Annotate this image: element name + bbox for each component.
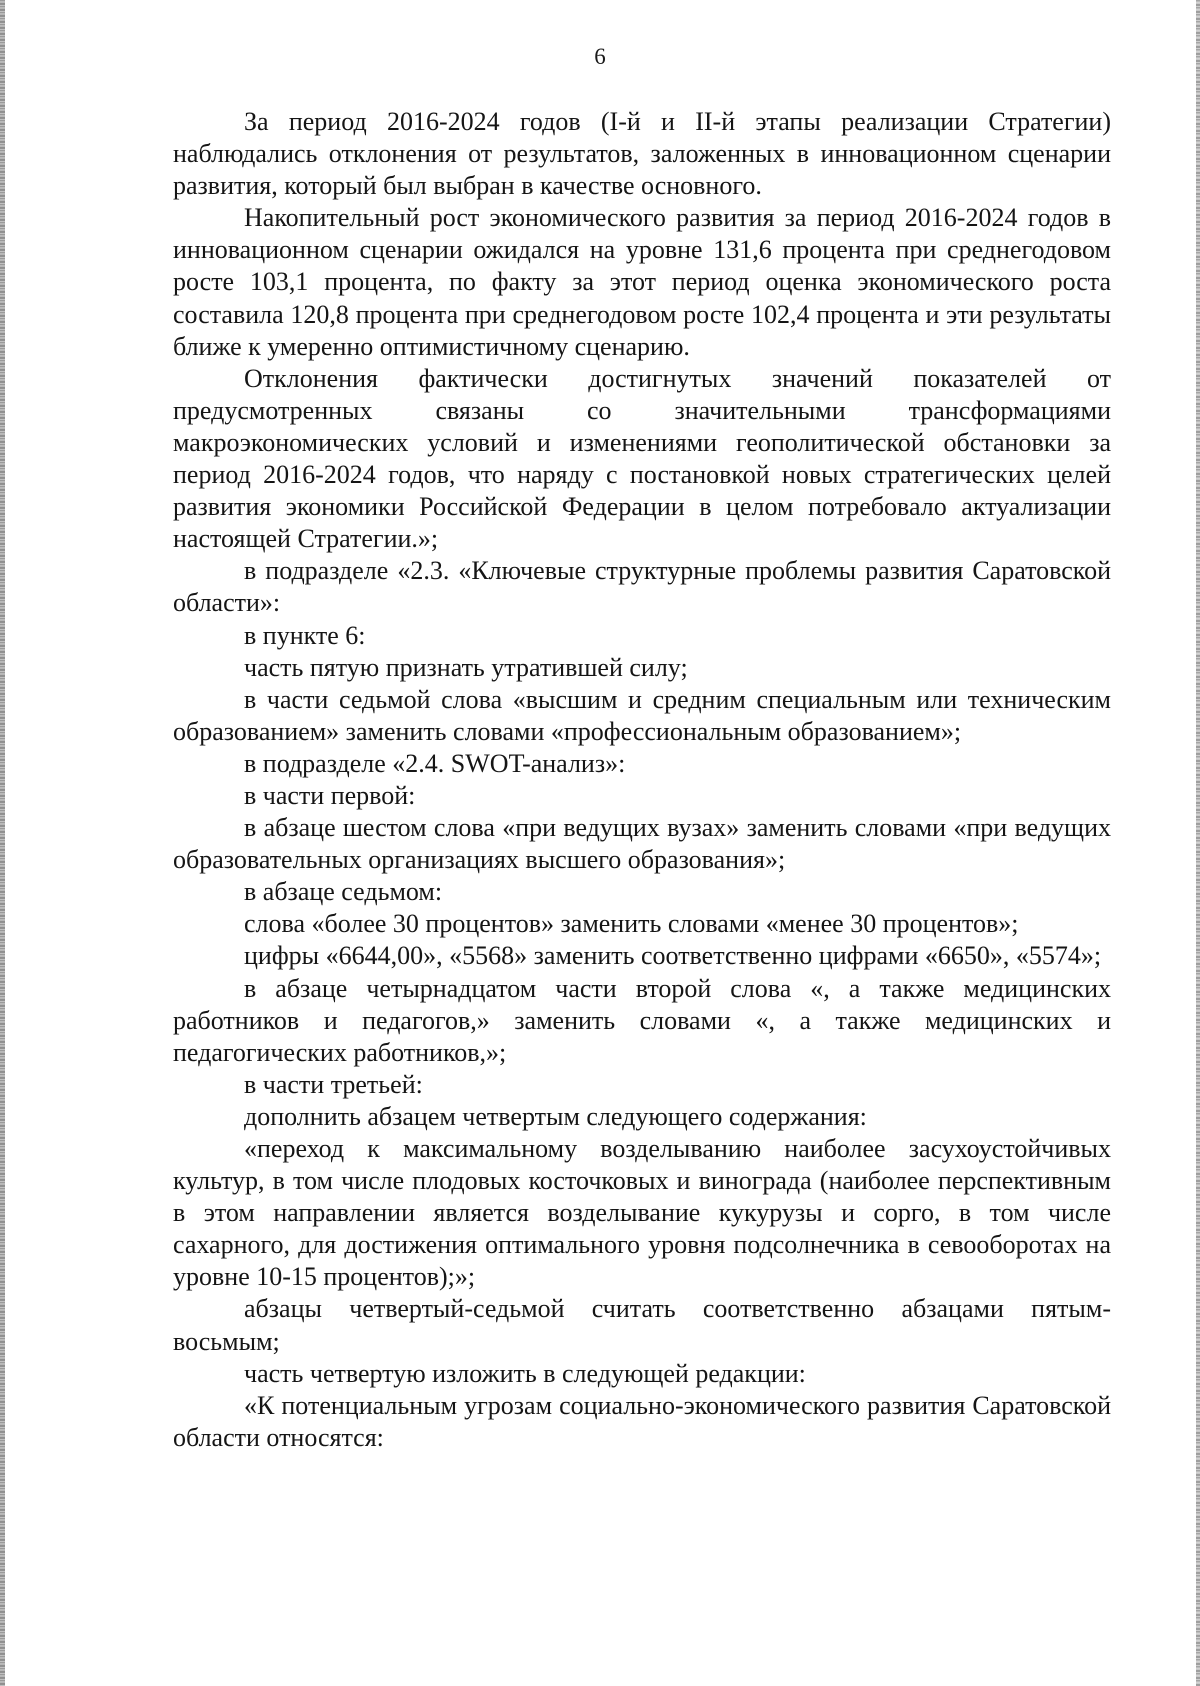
paragraph: часть пятую признать утратившей силу;: [244, 652, 688, 682]
paragraph: дополнить абзацем четвертым следующего содержания:: [244, 1101, 867, 1131]
scan-edge-right: [1196, 0, 1200, 1686]
paragraph: «К потенциальным угрозам социально-экономического развития Саратовской области относятся:: [173, 1390, 1111, 1452]
paragraph: абзацы четвертый-седьмой считать соответственно абзацами пятым-восьмым;: [173, 1294, 1111, 1356]
paragraph: в части первой:: [244, 780, 416, 810]
paragraph: в части седьмой слова «высшим и средним специальным или техническим образованием» заменить словами «профессиональным образованием»;: [173, 684, 1111, 746]
paragraph: Отклонения фактически достигнутых значений показателей от предусмотренных связаны со значительными трансформациями макроэкономических условий и изменениями геополитической обстановки за период 2016-2024 годов, что наряду с постановкой новых стратегических целей развития экономики Российской Федерации в целом потребовало актуализации настоящей Стратегии.»;: [173, 363, 1111, 554]
paragraph: в абзаце четырнадцатом части второй слова «, а также медицинских работников и педагогов,» заменить словами «, а также медицинских и педагогических работников,»;: [173, 973, 1111, 1067]
page-number: 6: [594, 44, 606, 69]
paragraph: слова «более 30 процентов» заменить словами «менее 30 процентов»;: [244, 909, 1019, 939]
paragraph: Накопительный рост экономического развития за период 2016-2024 годов в инновационном сценарии ожидался на уровне 131,6 процента при среднегодовом росте 103,1 процента, по факту за этот период оценка экономического роста составила 120,8 процента при среднегодовом росте 102,4 процента и эти результаты ближе к умеренно оптимистичному сценарию.: [173, 203, 1111, 361]
paragraph: в пункте 6:: [244, 620, 366, 650]
paragraph: За период 2016-2024 годов (I-й и II-й этапы реализации Стратегии) наблюдались отклонения от результатов, заложенных в инновационном сценарии развития, который был выбран в качестве основного.: [173, 107, 1111, 201]
paragraph: в подразделе «2.4. SWOT-анализ»:: [244, 748, 626, 778]
paragraph: в подразделе «2.3. «Ключевые структурные проблемы развития Саратовской области»:: [173, 556, 1111, 618]
paragraph: в абзаце шестом слова «при ведущих вузах» заменить словами «при ведущих образовательных организациях высшего образования»;: [173, 813, 1111, 875]
paragraph: в части третьей:: [244, 1069, 423, 1099]
paragraph: «переход к максимальному возделыванию наиболее засухоустойчивых культур, в том числе плодовых косточковых и винограда (наиболее перспективным в этом направлении является возделывание кукурузы и сорго, в том числе сахарного, для достижения оптимального уровня подсолнечника в севооборотах на уровне 10-15 процентов);»;: [173, 1134, 1111, 1292]
paragraph: в абзаце седьмом:: [244, 877, 443, 907]
paragraph: цифры «6644,00», «5568» заменить соответственно цифрами «6650», «5574»;: [244, 941, 1102, 971]
paragraph: часть четвертую изложить в следующей редакции:: [244, 1358, 806, 1388]
scan-edge-left: [0, 0, 5, 1686]
document-text-body: [173, 106, 1111, 1454]
